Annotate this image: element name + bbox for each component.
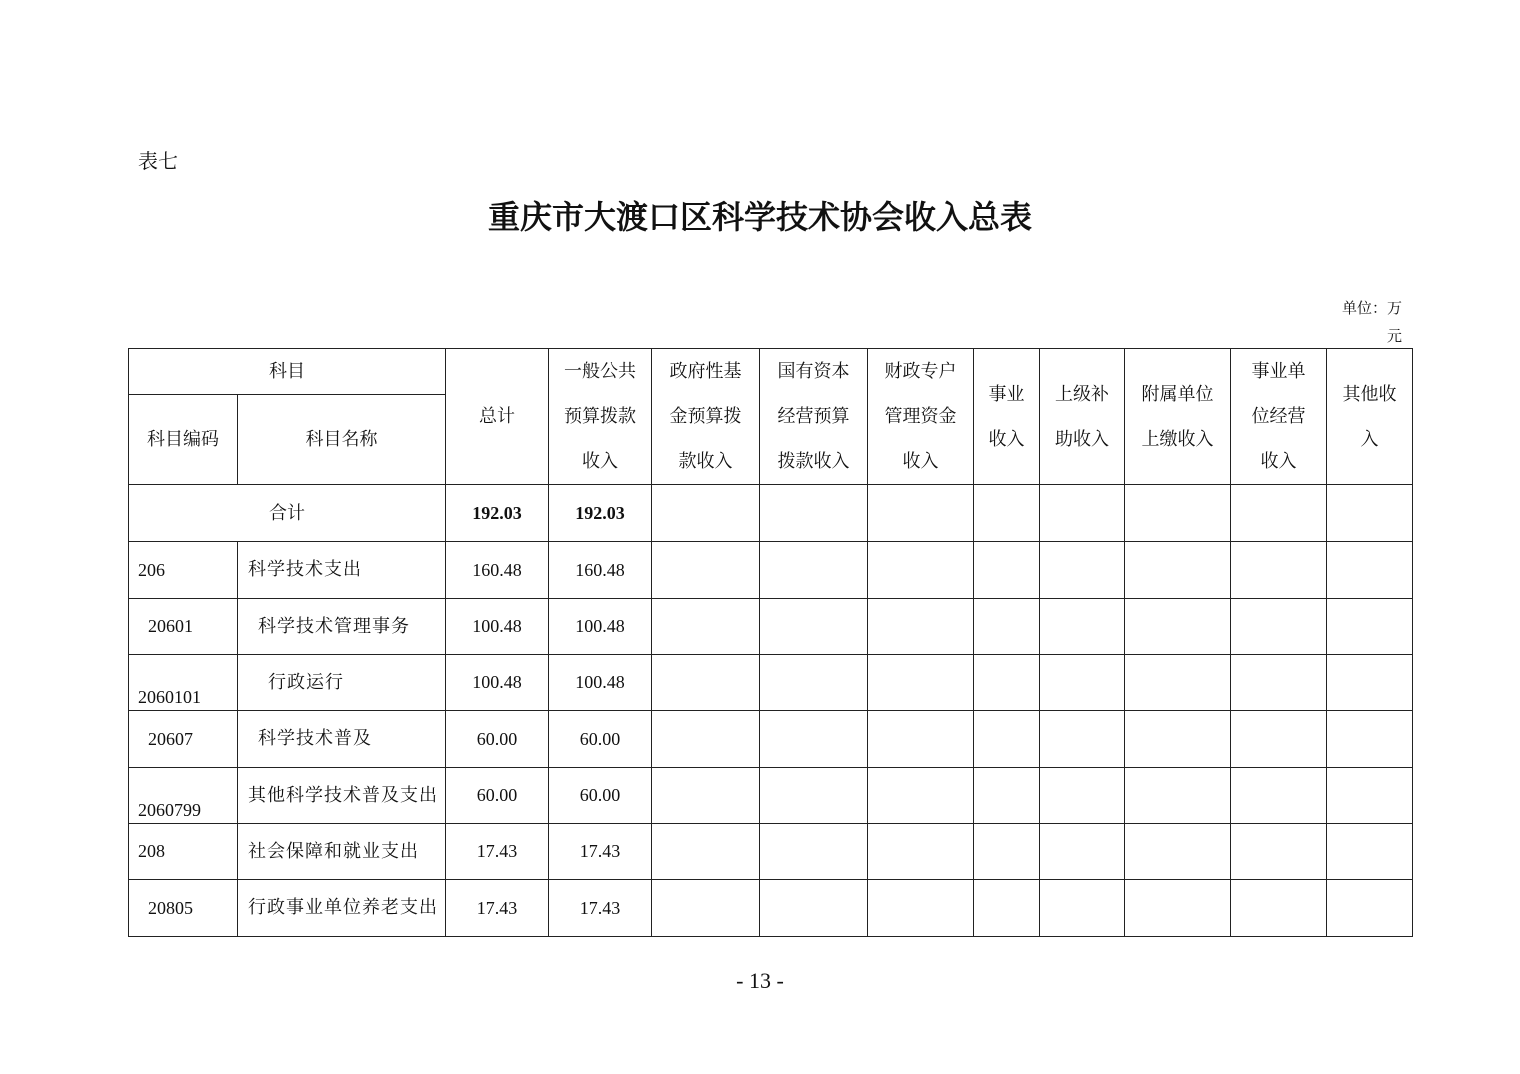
header-business <box>974 349 1040 485</box>
general-budget-cell: 100.48 <box>549 655 652 711</box>
header-affiliated <box>1125 349 1231 485</box>
header-row-1 <box>129 349 1413 395</box>
empty-cell <box>1125 768 1231 824</box>
empty-cell <box>1327 485 1413 542</box>
empty-cell <box>1231 824 1327 880</box>
row-name: 其他科学技术普及支出 <box>238 768 446 824</box>
table-row <box>129 655 1413 711</box>
row-name: 行政运行 <box>238 655 446 711</box>
empty-cell <box>652 880 760 937</box>
row-name: 科学技术普及 <box>238 711 446 768</box>
empty-cell <box>1231 880 1327 937</box>
header-line: 一般公共 <box>564 361 636 382</box>
empty-cell <box>760 599 868 655</box>
header-line: 上缴收入 <box>1141 428 1214 450</box>
table-row <box>129 880 1413 937</box>
total-cell: 60.00 <box>446 768 549 824</box>
table-row <box>129 768 1413 824</box>
empty-cell <box>1125 711 1231 768</box>
empty-cell <box>652 711 760 768</box>
header-line: 位经营 <box>1251 406 1306 427</box>
unit-note <box>1322 294 1402 350</box>
empty-cell <box>974 824 1040 880</box>
row-code: 208 <box>129 824 238 880</box>
header-line: 预算拨款 <box>564 406 636 427</box>
empty-cell <box>1327 711 1413 768</box>
empty-cell <box>652 485 760 542</box>
unit-line-1: 单位：万 <box>1341 299 1402 317</box>
empty-cell <box>1231 655 1327 711</box>
empty-cell <box>760 711 868 768</box>
empty-cell <box>1231 768 1327 824</box>
table-row <box>129 599 1413 655</box>
total-cell: 17.43 <box>446 880 549 937</box>
empty-cell <box>1125 824 1231 880</box>
empty-cell <box>1040 824 1125 880</box>
empty-cell <box>1231 711 1327 768</box>
total-cell: 17.43 <box>446 824 549 880</box>
empty-cell <box>1040 768 1125 824</box>
empty-cell <box>1125 485 1231 542</box>
empty-cell <box>868 542 974 599</box>
empty-cell <box>868 485 974 542</box>
general-budget-cell: 17.43 <box>549 880 652 937</box>
header-line: 国有资本 <box>777 361 850 382</box>
header-superior-subsidy <box>1040 349 1125 485</box>
header-line: 款收入 <box>678 451 733 472</box>
header-line: 金预算拨 <box>669 406 742 427</box>
total-cell: 160.48 <box>446 542 549 599</box>
table-row <box>129 824 1413 880</box>
header-unit-operation <box>1231 349 1327 485</box>
total-label: 合计 <box>129 485 446 542</box>
empty-cell <box>652 542 760 599</box>
empty-cell <box>1231 542 1327 599</box>
row-name: 行政事业单位养老支出 <box>238 880 446 937</box>
empty-cell <box>974 599 1040 655</box>
row-code: 20607 <box>129 711 238 768</box>
general-budget-cell: 17.43 <box>549 824 652 880</box>
empty-cell <box>1327 599 1413 655</box>
empty-cell <box>974 485 1040 542</box>
empty-cell <box>652 824 760 880</box>
empty-cell <box>868 711 974 768</box>
header-line: 经营预算 <box>777 406 850 427</box>
general-budget-cell: 160.48 <box>549 542 652 599</box>
header-line: 事业单 <box>1251 361 1306 382</box>
empty-cell <box>1327 768 1413 824</box>
empty-cell <box>760 542 868 599</box>
total-cell: 100.48 <box>446 599 549 655</box>
header-line: 其他收 <box>1342 383 1397 405</box>
income-table <box>128 348 1413 937</box>
empty-cell <box>652 655 760 711</box>
header-fiscal-special <box>868 349 974 485</box>
table-label: 表七 <box>138 149 178 173</box>
header-line: 管理资金 <box>884 406 957 427</box>
general-budget-cell: 60.00 <box>549 768 652 824</box>
empty-cell <box>1231 599 1327 655</box>
empty-cell <box>1125 542 1231 599</box>
header-line: 收入 <box>582 451 618 472</box>
row-name: 科学技术管理事务 <box>238 599 446 655</box>
empty-cell <box>1327 880 1413 937</box>
total-cell: 100.48 <box>446 655 549 711</box>
empty-cell <box>868 655 974 711</box>
header-state-capital <box>760 349 868 485</box>
empty-cell <box>652 599 760 655</box>
total-row <box>129 485 1413 542</box>
empty-cell <box>760 485 868 542</box>
empty-cell <box>1040 880 1125 937</box>
empty-cell <box>868 880 974 937</box>
empty-cell <box>1125 599 1231 655</box>
empty-cell <box>868 768 974 824</box>
empty-cell <box>760 655 868 711</box>
empty-cell <box>1040 485 1125 542</box>
empty-cell <box>1231 485 1327 542</box>
header-line: 上级补 <box>1055 383 1109 405</box>
header-line: 助收入 <box>1055 428 1109 450</box>
empty-cell <box>1040 542 1125 599</box>
header-name: 科目名称 <box>238 395 446 485</box>
row-code: 206 <box>129 542 238 599</box>
empty-cell <box>974 655 1040 711</box>
header-gov-fund <box>652 349 760 485</box>
row-name: 科学技术支出 <box>238 542 446 599</box>
empty-cell <box>1125 880 1231 937</box>
empty-cell <box>974 542 1040 599</box>
header-line: 财政专户 <box>884 361 957 382</box>
table-row <box>129 542 1413 599</box>
empty-cell <box>652 768 760 824</box>
empty-cell <box>1040 655 1125 711</box>
empty-cell <box>1125 655 1231 711</box>
row-name: 社会保障和就业支出 <box>238 824 446 880</box>
empty-cell <box>1327 655 1413 711</box>
header-other <box>1327 349 1413 485</box>
row-code: 2060799 <box>129 768 238 824</box>
row-code: 20805 <box>129 880 238 937</box>
header-line: 入 <box>1360 428 1379 450</box>
general-budget-cell: 60.00 <box>549 711 652 768</box>
empty-cell <box>868 599 974 655</box>
header-general-budget <box>549 349 652 485</box>
header-total: 总计 <box>446 349 549 485</box>
header-code: 科目编码 <box>129 395 238 485</box>
header-line: 收入 <box>1260 451 1297 472</box>
row-code: 2060101 <box>129 655 238 711</box>
header-line: 政府性基 <box>669 361 742 382</box>
header-line: 收入 <box>988 428 1025 450</box>
header-line: 拨款收入 <box>777 451 850 472</box>
empty-cell <box>974 768 1040 824</box>
empty-cell <box>1040 711 1125 768</box>
header-line: 附属单位 <box>1141 383 1214 405</box>
header-line: 收入 <box>902 451 939 472</box>
general-budget-cell: 192.03 <box>549 485 652 542</box>
empty-cell <box>1327 824 1413 880</box>
unit-line-2: 元 <box>1386 327 1402 345</box>
row-code: 20601 <box>129 599 238 655</box>
general-budget-cell: 100.48 <box>549 599 652 655</box>
empty-cell <box>1327 542 1413 599</box>
empty-cell <box>974 880 1040 937</box>
empty-cell <box>1040 599 1125 655</box>
total-cell: 60.00 <box>446 711 549 768</box>
empty-cell <box>974 711 1040 768</box>
header-line: 事业 <box>988 383 1025 405</box>
header-subject: 科目 <box>129 349 446 395</box>
page-number: - 13 - <box>736 968 784 993</box>
empty-cell <box>868 824 974 880</box>
empty-cell <box>760 824 868 880</box>
empty-cell <box>760 768 868 824</box>
empty-cell <box>760 880 868 937</box>
table-row <box>129 711 1413 768</box>
page-title: 重庆市大渡口区科学技术协会收入总表 <box>487 198 1032 236</box>
total-cell: 192.03 <box>446 485 549 542</box>
